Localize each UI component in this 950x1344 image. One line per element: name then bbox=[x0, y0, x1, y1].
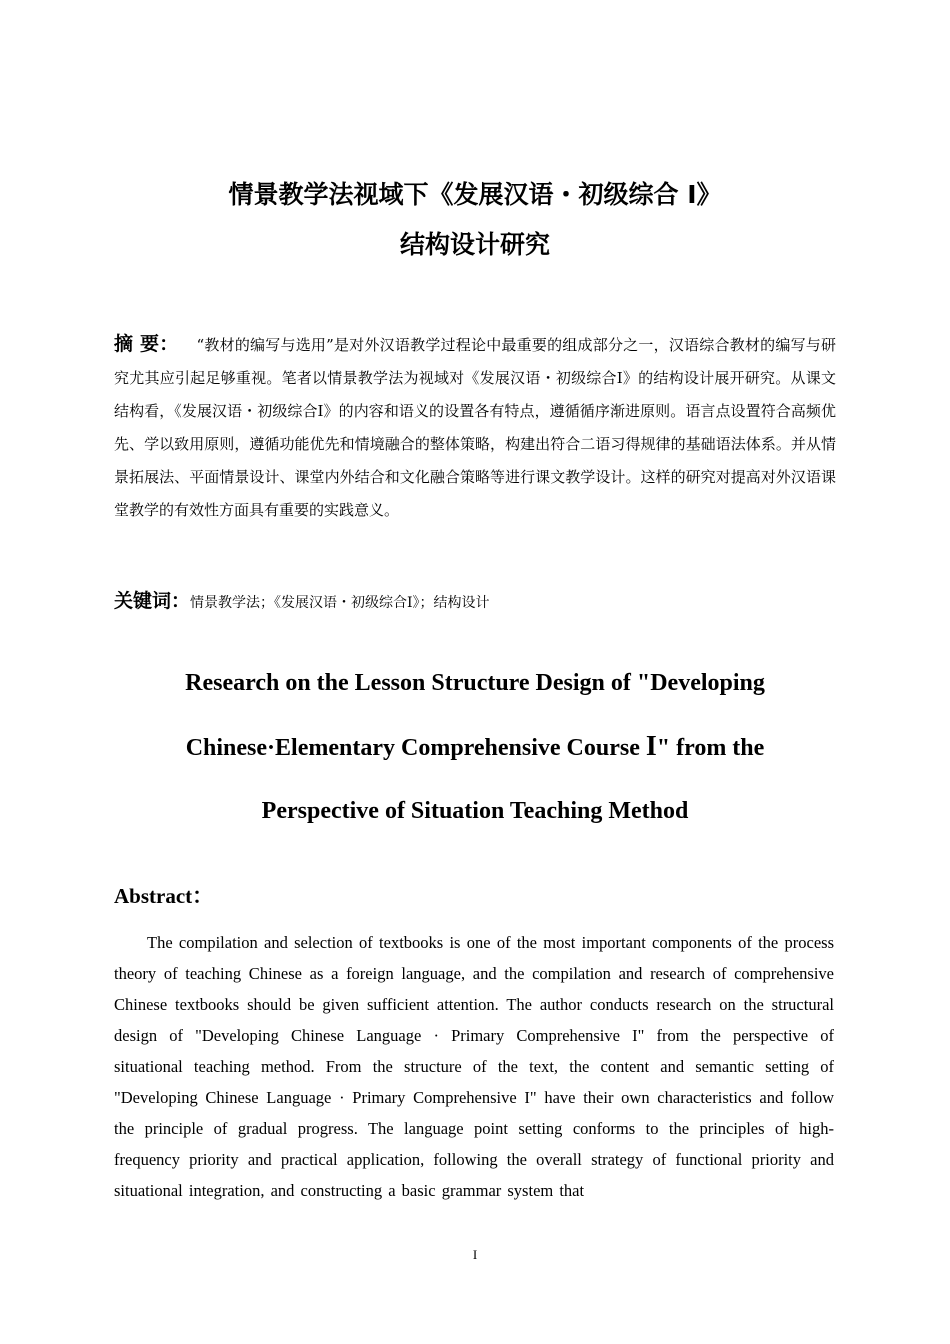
english-abstract-text: The compilation and selection of textbooks is one of the most important components of the process theory of teaching Chinese as a foreign language, and the compilation and research of comprehensive Chinese textbooks should be given sufficient attention. The author conducts research on the structural design of "Developing Chinese Language · Primary Comprehensive I" from the perspective of situational teaching method. From the structure of the text, the content and semantic setting of "Developing Chinese Language · Primary Comprehensive I" have their own characteristics and follow the principle of gradual progress. The language point setting conforms to the principles of high-frequency priority and practical application, following the overall strategy of functional priority and situational integration, and constructing a basic grammar system that bbox=[114, 933, 834, 1200]
keywords-label: 关键词： bbox=[114, 590, 191, 612]
chinese-title-line-1: 情景教学法视域下《发展汉语・初级综合 I》 bbox=[228, 180, 722, 209]
chinese-abstract-label: 摘 要： bbox=[114, 333, 179, 355]
chinese-abstract-text: “教材的编写与选用”是对外汉语教学过程论中最重要的组成部分之一，汉语综合教材的编写与研究尤其应引起足够重视。笔者以情景教学法为视域对《发展汉语・初级综合Ⅰ》的结构设计展开研究。从课文结构看，《发展汉语・初级综合Ⅰ》的内容和语义的设置各有特点，遵循循序渐进原则。语言点设置符合高频优先、学以致用原则，遵循功能优先和情境融合的整体策略，构建出符合二语习得规律的基础语法体系。并从情景拓展法、平面情景设计、课堂内外结合和文化融合策略等进行课文教学设计。这样的研究对提高对外汉语课堂教学的有效性方面具有重要的实践意义。 bbox=[114, 336, 837, 519]
english-title-roman-numeral: I bbox=[645, 731, 657, 762]
chinese-keywords bbox=[114, 588, 836, 616]
english-abstract bbox=[114, 927, 834, 1206]
chinese-title-line-2: 结构设计研究 bbox=[399, 230, 550, 259]
english-title bbox=[150, 652, 800, 843]
english-title-part-2: " from the Perspective of Situation Teaching Method bbox=[261, 735, 765, 824]
chinese-abstract bbox=[114, 328, 836, 527]
english-abstract-label: Abstract： bbox=[114, 884, 214, 908]
english-title-part-1: Research on the Lesson Structure Design of "Developing Chinese·Elementary Comprehensive Course bbox=[185, 670, 765, 761]
keywords-text: 情景教学法；《发展汉语・初级综合Ⅰ》；结构设计 bbox=[190, 595, 490, 611]
page-number: I bbox=[472, 1247, 478, 1262]
